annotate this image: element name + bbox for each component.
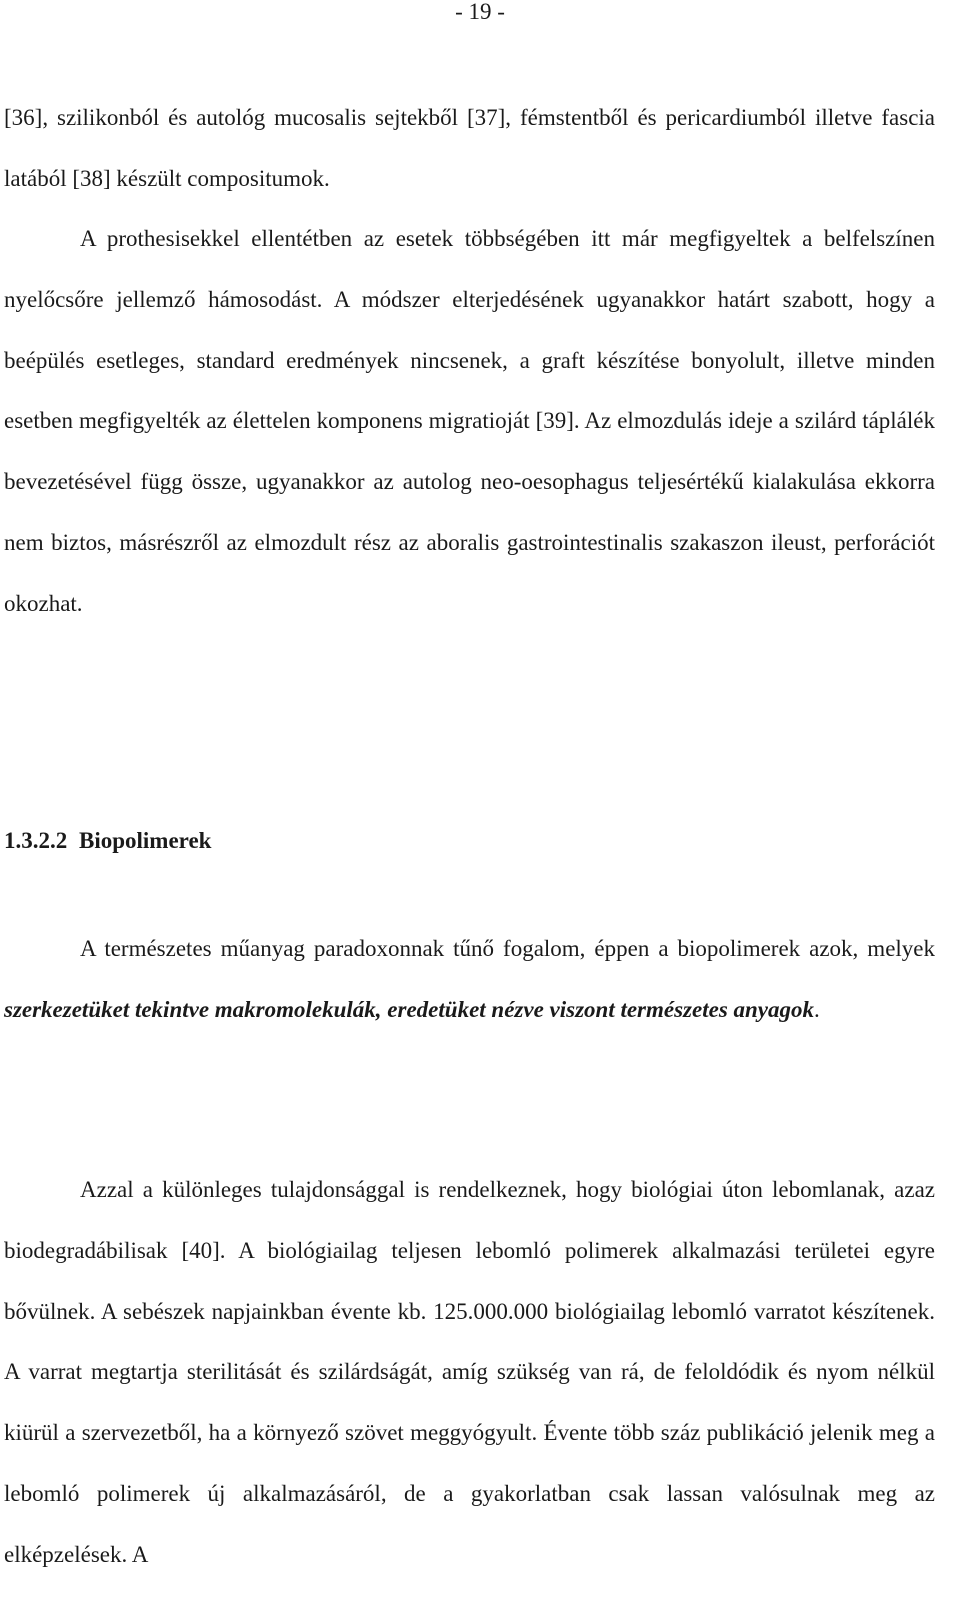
- definition-text: A természetes műanyag paradoxonnak tűnő fogalom, éppen a biopolimerek azok, melyek: [80, 936, 935, 961]
- section-heading: [4, 826, 211, 856]
- definition-end: .: [814, 996, 820, 1022]
- section-title: Biopolimerek: [79, 828, 212, 853]
- page-number: - 19 -: [455, 0, 505, 24]
- paragraph-continuation: [36], szilikonból és autológ mucosalis sejtekből [37], fémstentből és pericardiumból illetve fascia latából [38] készült compositumok.: [4, 105, 935, 191]
- definition-emphasis: szerkezetüket tekintve makromolekulák, eredetüket nézve viszont természetes anyagok: [4, 996, 815, 1022]
- paragraph-biopolymers-definition: [4, 919, 935, 1041]
- paragraph-prothesis: A prothesisekkel ellentétben az esetek többségében itt már megfigyeltek a belfelszínen nyelőcsőre jellemző hámosodást. A módszer elterjedésének ugyanakkor határt szabott, hogy a beépülés esetleges, standard eredmények nincsenek, a graft készítése bonyolult, illetve minden esetben megfigyelték az élettelen komponens migratioját [39]. Az elmozdulás ideje a szilárd táplálék bevezetésével függ össze, ugyanakkor az autolog neo-oesophagus teljesértékű kialakulása ekkorra nem biztos, másrészről az elmozdult rész az aboralis gastrointestinalis szakaszon ileust, perforációt okozhat.: [4, 226, 935, 616]
- section-number: 1.3.2.2: [4, 828, 68, 853]
- paragraph-biodegradable: Azzal a különleges tulajdonsággal is rendelkeznek, hogy biológiai úton lebomlanak, azaz biodegradábilisak [40]. A biológiailag teljesen lebomló polimerek alkalmazási területei egyre bővülnek. A sebészek napjainkban évente kb. 125.000.000 biológiailag lebomló varratot készítenek. A varrat megtartja sterilitását és szilárdságát, amíg szükség van rá, de feloldódik és nyom nélkül kiürül a szervezetből, ha a környező szövet meggyógyult. Évente több száz publikáció jelenik meg a lebomló polimerek új alkalmazásáról, de a gyakorlatban csak lassan valósulnak meg az elképzelések. A: [4, 1177, 935, 1567]
